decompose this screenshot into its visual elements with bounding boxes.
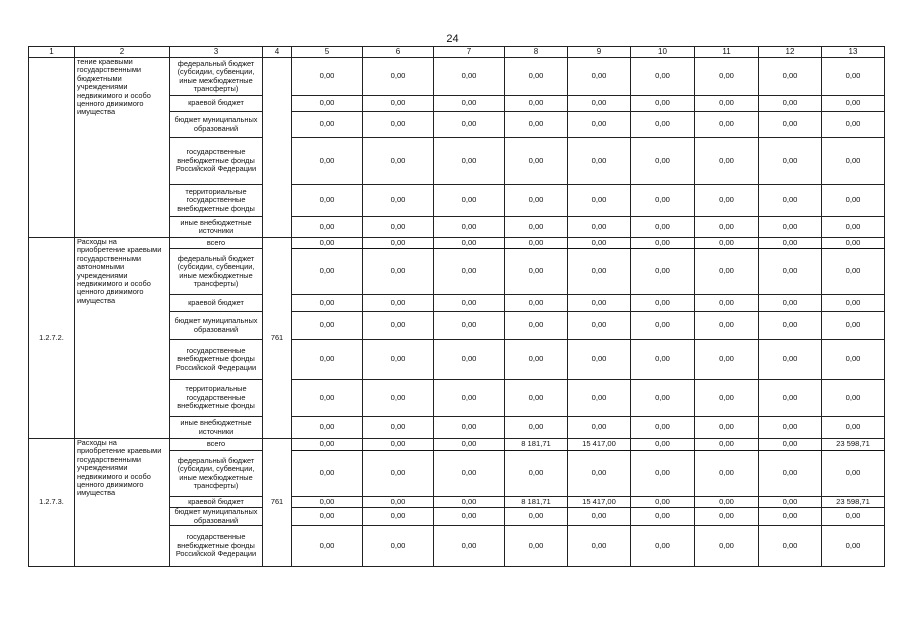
funding-source-cell: всего <box>170 238 263 249</box>
column-header: 4 <box>263 47 292 58</box>
value-cell: 0,00 <box>822 96 885 112</box>
value-cell: 0,00 <box>759 451 822 497</box>
value-cell: 0,00 <box>363 340 434 380</box>
value-cell: 0,00 <box>695 340 759 380</box>
item-number-cell: 1.2.7.3. <box>29 439 75 567</box>
value-cell: 0,00 <box>363 217 434 238</box>
value-cell: 0,00 <box>363 417 434 439</box>
budget-table <box>28 46 885 567</box>
value-cell: 0,00 <box>568 417 631 439</box>
value-cell: 0,00 <box>292 249 363 295</box>
value-cell: 15 417,00 <box>568 497 631 508</box>
value-cell: 0,00 <box>822 138 885 185</box>
column-header: 2 <box>75 47 170 58</box>
budget-code-cell <box>263 58 292 238</box>
value-cell: 0,00 <box>759 497 822 508</box>
value-cell: 0,00 <box>505 312 568 340</box>
value-cell: 0,00 <box>695 249 759 295</box>
value-cell: 0,00 <box>695 295 759 312</box>
value-cell: 0,00 <box>363 295 434 312</box>
value-cell: 0,00 <box>363 439 434 451</box>
value-cell: 0,00 <box>631 58 695 96</box>
funding-source-cell: краевой бюджет <box>170 295 263 312</box>
value-cell: 0,00 <box>568 185 631 217</box>
value-cell: 0,00 <box>695 238 759 249</box>
value-cell: 0,00 <box>292 497 363 508</box>
value-cell: 0,00 <box>631 340 695 380</box>
value-cell: 0,00 <box>631 185 695 217</box>
column-header: 11 <box>695 47 759 58</box>
value-cell: 0,00 <box>631 138 695 185</box>
value-cell: 0,00 <box>822 312 885 340</box>
value-cell: 0,00 <box>505 185 568 217</box>
value-cell: 0,00 <box>695 380 759 417</box>
value-cell: 0,00 <box>292 340 363 380</box>
value-cell: 0,00 <box>568 295 631 312</box>
value-cell: 0,00 <box>292 96 363 112</box>
value-cell: 0,00 <box>759 238 822 249</box>
value-cell: 0,00 <box>822 295 885 312</box>
value-cell: 0,00 <box>822 238 885 249</box>
value-cell: 8 181,71 <box>505 439 568 451</box>
column-header: 3 <box>170 47 263 58</box>
value-cell: 23 598,71 <box>822 497 885 508</box>
value-cell: 15 417,00 <box>568 439 631 451</box>
page-number: 24 <box>446 33 459 45</box>
table-row <box>29 238 885 249</box>
value-cell: 0,00 <box>363 508 434 526</box>
funding-source-cell: краевой бюджет <box>170 497 263 508</box>
value-cell: 0,00 <box>434 340 505 380</box>
value-cell: 0,00 <box>434 217 505 238</box>
value-cell: 0,00 <box>759 295 822 312</box>
value-cell: 0,00 <box>505 238 568 249</box>
value-cell: 0,00 <box>759 417 822 439</box>
item-number-cell <box>29 58 75 238</box>
value-cell: 0,00 <box>695 439 759 451</box>
value-cell: 0,00 <box>695 58 759 96</box>
value-cell: 0,00 <box>434 380 505 417</box>
value-cell: 0,00 <box>822 58 885 96</box>
column-header: 7 <box>434 47 505 58</box>
funding-source-cell: территориальные государственные внебюджетные фонды <box>170 185 263 217</box>
value-cell: 0,00 <box>695 112 759 138</box>
value-cell: 0,00 <box>434 451 505 497</box>
value-cell: 0,00 <box>759 380 822 417</box>
value-cell: 0,00 <box>631 417 695 439</box>
value-cell: 0,00 <box>759 312 822 340</box>
value-cell: 0,00 <box>822 217 885 238</box>
value-cell: 0,00 <box>363 312 434 340</box>
funding-source-cell: иные внебюджетные источники <box>170 417 263 439</box>
value-cell: 0,00 <box>363 249 434 295</box>
value-cell: 0,00 <box>505 295 568 312</box>
value-cell: 0,00 <box>363 58 434 96</box>
value-cell: 0,00 <box>363 96 434 112</box>
value-cell: 0,00 <box>695 508 759 526</box>
value-cell: 0,00 <box>759 340 822 380</box>
value-cell: 0,00 <box>695 185 759 217</box>
value-cell: 0,00 <box>631 312 695 340</box>
column-header: 13 <box>822 47 885 58</box>
value-cell: 23 598,71 <box>822 439 885 451</box>
value-cell: 0,00 <box>505 508 568 526</box>
value-cell: 0,00 <box>631 295 695 312</box>
value-cell: 0,00 <box>292 417 363 439</box>
budget-code-cell: 761 <box>263 439 292 567</box>
value-cell: 0,00 <box>568 112 631 138</box>
value-cell: 0,00 <box>568 312 631 340</box>
value-cell: 0,00 <box>695 451 759 497</box>
value-cell: 0,00 <box>434 497 505 508</box>
value-cell: 0,00 <box>759 185 822 217</box>
budget-code-cell: 761 <box>263 238 292 439</box>
funding-source-cell: краевой бюджет <box>170 96 263 112</box>
value-cell: 0,00 <box>292 380 363 417</box>
value-cell: 0,00 <box>822 417 885 439</box>
value-cell: 0,00 <box>631 508 695 526</box>
value-cell: 0,00 <box>434 112 505 138</box>
value-cell: 0,00 <box>631 497 695 508</box>
value-cell: 0,00 <box>292 138 363 185</box>
value-cell: 0,00 <box>363 238 434 249</box>
column-header: 9 <box>568 47 631 58</box>
column-header: 10 <box>631 47 695 58</box>
value-cell: 0,00 <box>434 58 505 96</box>
item-number-cell: 1.2.7.2. <box>29 238 75 439</box>
column-header: 12 <box>759 47 822 58</box>
funding-source-cell: территориальные государственные внебюджетные фонды <box>170 380 263 417</box>
item-description-cell: тение краевыми государственными бюджетными учреждениями недвижимого и особо ценного движимого имущества <box>75 58 170 238</box>
value-cell: 0,00 <box>434 439 505 451</box>
value-cell: 0,00 <box>434 508 505 526</box>
value-cell: 0,00 <box>292 312 363 340</box>
value-cell: 0,00 <box>363 526 434 567</box>
value-cell: 0,00 <box>505 249 568 295</box>
funding-source-cell: государственные внебюджетные фонды Российской Федерации <box>170 138 263 185</box>
value-cell: 0,00 <box>759 526 822 567</box>
column-number-row <box>29 47 885 58</box>
value-cell: 0,00 <box>292 58 363 96</box>
table-row <box>29 58 885 96</box>
value-cell: 0,00 <box>434 249 505 295</box>
value-cell: 0,00 <box>759 217 822 238</box>
column-header: 5 <box>292 47 363 58</box>
value-cell: 0,00 <box>568 526 631 567</box>
value-cell: 0,00 <box>631 249 695 295</box>
value-cell: 0,00 <box>631 96 695 112</box>
value-cell: 0,00 <box>568 340 631 380</box>
item-description-cell: Расходы на приобретение краевыми государственными автономными учреждениями недвижимого и особо ценного движимого имущества <box>75 238 170 439</box>
value-cell: 0,00 <box>822 508 885 526</box>
value-cell: 0,00 <box>363 112 434 138</box>
value-cell: 0,00 <box>695 138 759 185</box>
value-cell: 0,00 <box>363 138 434 185</box>
value-cell: 0,00 <box>292 217 363 238</box>
value-cell: 0,00 <box>434 312 505 340</box>
value-cell: 0,00 <box>434 526 505 567</box>
value-cell: 0,00 <box>759 439 822 451</box>
value-cell: 0,00 <box>568 238 631 249</box>
funding-source-cell: государственные внебюджетные фонды Российской Федерации <box>170 526 263 567</box>
table-row <box>29 439 885 451</box>
value-cell: 0,00 <box>822 380 885 417</box>
value-cell: 0,00 <box>759 508 822 526</box>
value-cell: 0,00 <box>292 439 363 451</box>
value-cell: 0,00 <box>822 526 885 567</box>
value-cell: 0,00 <box>505 112 568 138</box>
item-description-cell: Расходы на приобретение краевыми государственными учреждениями недвижимого и особо ценного движимого имущества <box>75 439 170 567</box>
value-cell: 0,00 <box>434 185 505 217</box>
value-cell: 0,00 <box>822 340 885 380</box>
value-cell: 0,00 <box>695 526 759 567</box>
funding-source-cell: государственные внебюджетные фонды Российской Федерации <box>170 340 263 380</box>
value-cell: 0,00 <box>505 417 568 439</box>
value-cell: 0,00 <box>363 497 434 508</box>
value-cell: 0,00 <box>434 295 505 312</box>
value-cell: 0,00 <box>505 138 568 185</box>
funding-source-cell: бюджет муниципальных образований <box>170 312 263 340</box>
value-cell: 0,00 <box>292 238 363 249</box>
value-cell: 0,00 <box>505 340 568 380</box>
value-cell: 0,00 <box>434 96 505 112</box>
value-cell: 0,00 <box>568 96 631 112</box>
funding-source-cell: всего <box>170 439 263 451</box>
value-cell: 0,00 <box>292 295 363 312</box>
value-cell: 0,00 <box>292 451 363 497</box>
value-cell: 0,00 <box>822 185 885 217</box>
value-cell: 0,00 <box>505 96 568 112</box>
value-cell: 0,00 <box>568 217 631 238</box>
value-cell: 0,00 <box>568 58 631 96</box>
value-cell: 0,00 <box>292 112 363 138</box>
value-cell: 0,00 <box>568 451 631 497</box>
funding-source-cell: иные внебюджетные источники <box>170 217 263 238</box>
value-cell: 0,00 <box>695 417 759 439</box>
value-cell: 0,00 <box>759 249 822 295</box>
value-cell: 0,00 <box>363 451 434 497</box>
value-cell: 0,00 <box>822 112 885 138</box>
funding-source-cell: федеральный бюджет (субсидии, субвенции, иные межбюджетные трансферты) <box>170 58 263 96</box>
value-cell: 0,00 <box>434 417 505 439</box>
value-cell: 0,00 <box>822 451 885 497</box>
value-cell: 0,00 <box>631 380 695 417</box>
value-cell: 0,00 <box>695 96 759 112</box>
value-cell: 0,00 <box>568 380 631 417</box>
table-body <box>29 47 885 567</box>
value-cell: 0,00 <box>363 185 434 217</box>
value-cell: 0,00 <box>695 497 759 508</box>
value-cell: 0,00 <box>631 238 695 249</box>
value-cell: 0,00 <box>759 58 822 96</box>
value-cell: 0,00 <box>759 138 822 185</box>
value-cell: 0,00 <box>292 185 363 217</box>
funding-source-cell: федеральный бюджет (субсидии, субвенции, иные межбюджетные трансферты) <box>170 249 263 295</box>
value-cell: 0,00 <box>292 526 363 567</box>
value-cell: 0,00 <box>434 238 505 249</box>
value-cell: 0,00 <box>292 508 363 526</box>
value-cell: 0,00 <box>759 112 822 138</box>
value-cell: 0,00 <box>631 451 695 497</box>
value-cell: 0,00 <box>695 312 759 340</box>
value-cell: 0,00 <box>568 508 631 526</box>
value-cell: 0,00 <box>568 138 631 185</box>
column-header: 1 <box>29 47 75 58</box>
funding-source-cell: бюджет муниципальных образований <box>170 112 263 138</box>
funding-source-cell: бюджет муниципальных образований <box>170 508 263 526</box>
value-cell: 0,00 <box>363 380 434 417</box>
value-cell: 0,00 <box>631 112 695 138</box>
value-cell: 0,00 <box>631 526 695 567</box>
value-cell: 8 181,71 <box>505 497 568 508</box>
value-cell: 0,00 <box>631 217 695 238</box>
value-cell: 0,00 <box>505 526 568 567</box>
value-cell: 0,00 <box>759 96 822 112</box>
funding-source-cell: федеральный бюджет (субсидии, субвенции, иные межбюджетные трансферты) <box>170 451 263 497</box>
value-cell: 0,00 <box>505 451 568 497</box>
value-cell: 0,00 <box>505 217 568 238</box>
value-cell: 0,00 <box>822 249 885 295</box>
value-cell: 0,00 <box>568 249 631 295</box>
value-cell: 0,00 <box>505 58 568 96</box>
value-cell: 0,00 <box>434 138 505 185</box>
value-cell: 0,00 <box>505 380 568 417</box>
value-cell: 0,00 <box>695 217 759 238</box>
column-header: 6 <box>363 47 434 58</box>
column-header: 8 <box>505 47 568 58</box>
value-cell: 0,00 <box>631 439 695 451</box>
